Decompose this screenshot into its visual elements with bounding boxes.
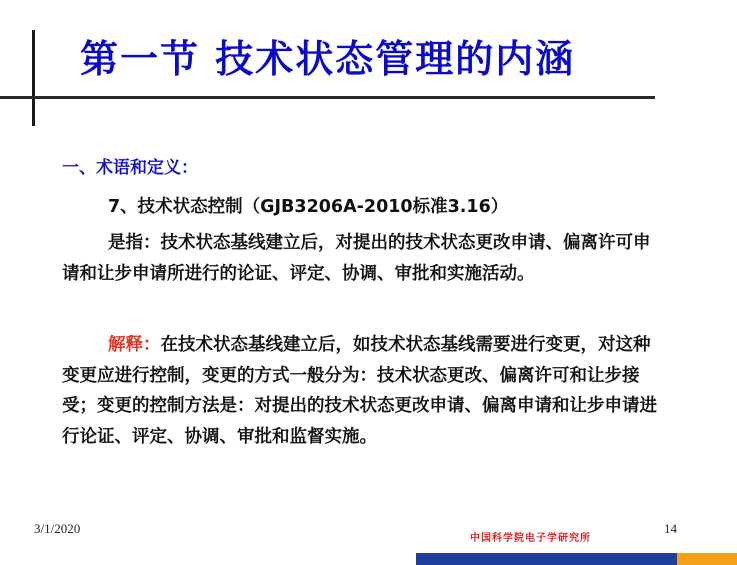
footer-date: 3/1/2020 bbox=[34, 521, 81, 536]
footer-bar-orange bbox=[677, 553, 737, 565]
title-vertical-rule bbox=[32, 30, 35, 126]
section-heading: 一、术语和定义： bbox=[62, 158, 198, 178]
slide-title: 第一节 技术状态管理的内涵 bbox=[80, 36, 576, 81]
explanation-label: 解释： bbox=[108, 335, 161, 355]
definition-paragraph: 是指：技术状态基线建立后，对提出的技术状态更改申请、偏离许可申请和让步申请所进行的论证、评定、协调、审批和实施活动。 bbox=[62, 233, 651, 284]
page-number: 14 bbox=[664, 521, 677, 536]
item-title: 7、技术状态控制（GJB3206A-2010标准3.16） bbox=[108, 197, 509, 217]
explanation-paragraph bbox=[62, 330, 657, 452]
organization-name: 中国科学院电子学研究所 bbox=[470, 533, 591, 544]
footer-bar-blue bbox=[416, 553, 677, 565]
title-horizontal-rule bbox=[0, 96, 655, 99]
explanation-text: 在技术状态基线建立后，如技术状态基线需要进行变更，对这种变更应进行控制，变更的方式一般分为：技术状态更改、偏离许可和让步接受；变更的控制方法是：对提出的技术状态更改申请、偏离申请和让步申请进行论证、评定、协调、审批和监督实施。 bbox=[62, 335, 657, 447]
